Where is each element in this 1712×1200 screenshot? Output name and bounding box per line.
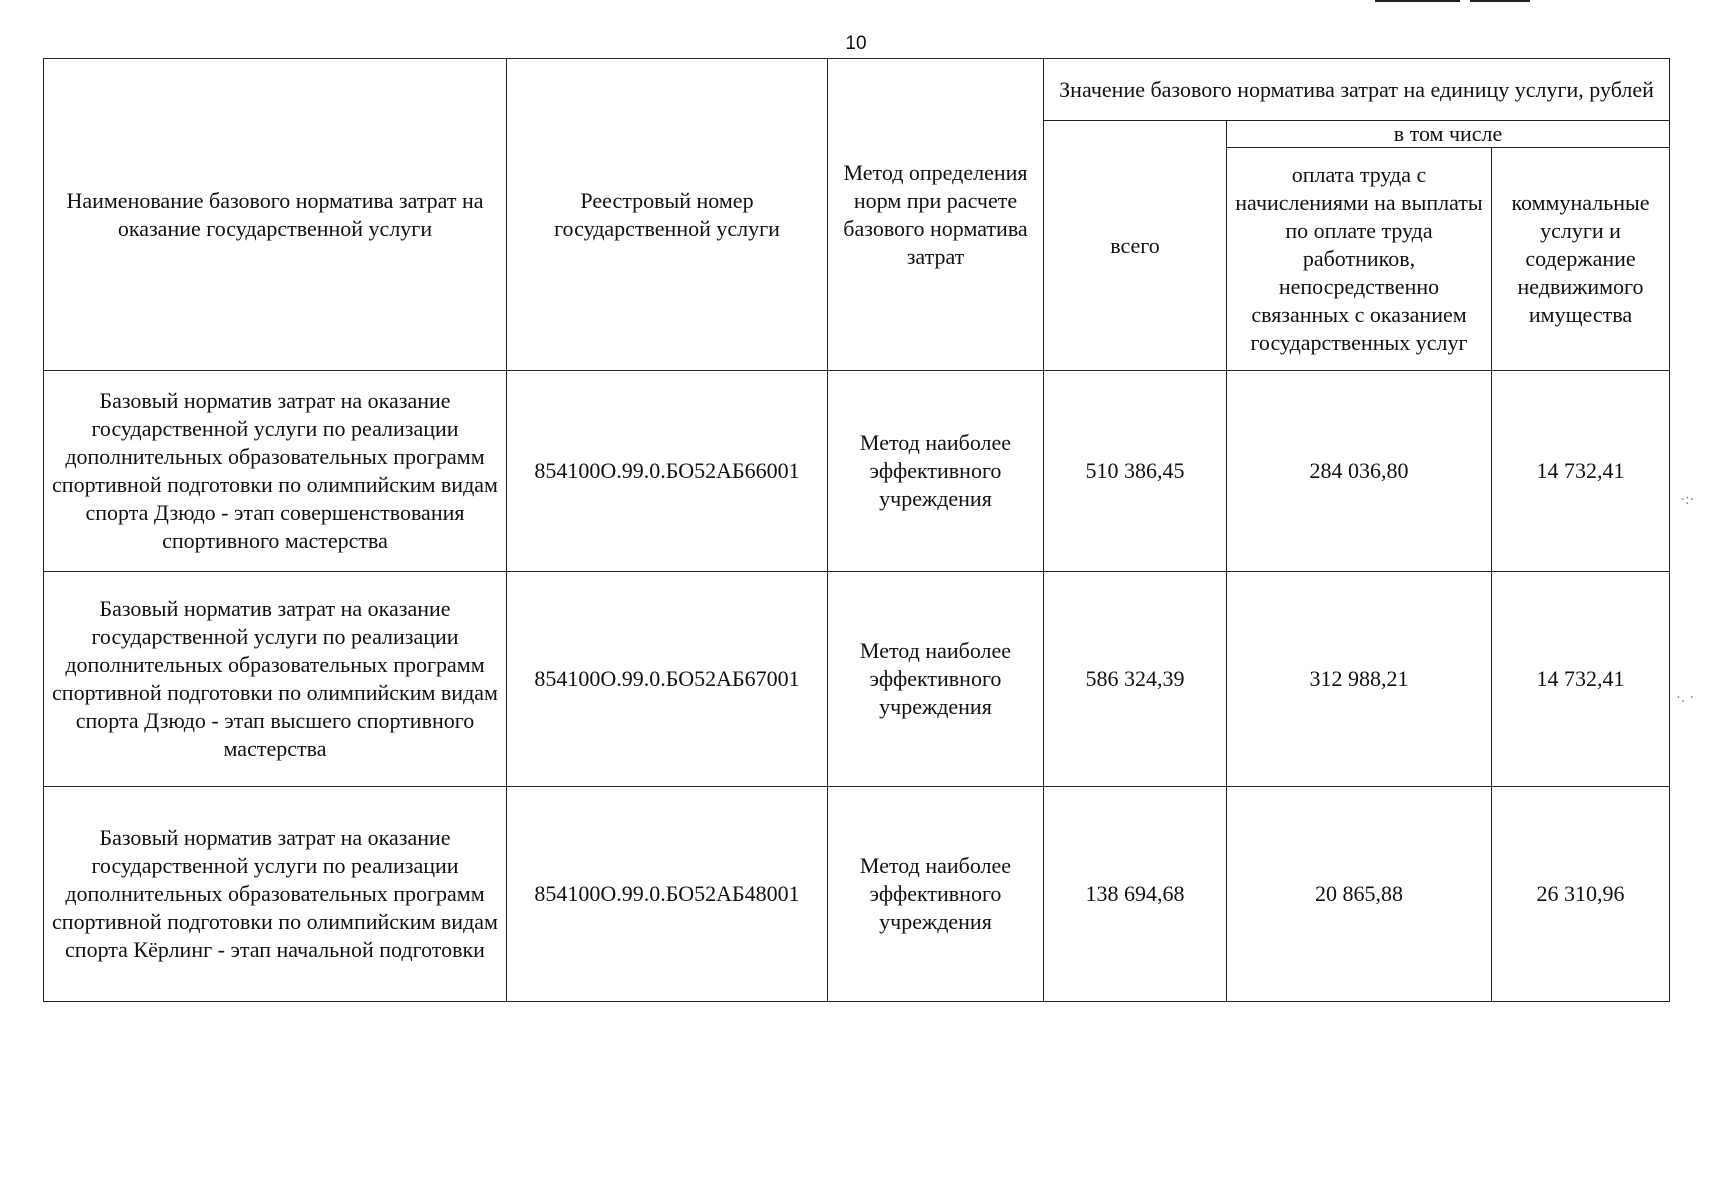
header-method: Метод определения норм при расчете базового норматива затрат	[828, 59, 1044, 371]
table-row	[44, 572, 1670, 787]
scan-top-marks	[1375, 0, 1535, 3]
cell-labor: 284 036,80	[1227, 371, 1492, 572]
header-value-group: Значение базового норматива затрат на единицу услуги, рублей	[1044, 59, 1670, 121]
cell-utilities: 14 732,41	[1492, 371, 1670, 572]
cell-method: Метод наиболее эффективного учреждения	[828, 787, 1044, 1002]
page-number: 10	[845, 33, 867, 54]
table-row	[44, 371, 1670, 572]
table-row	[44, 787, 1670, 1002]
cell-name: Базовый норматив затрат на оказание государственной услуги по реализации дополнительных образовательных программ спортивной подготовки по олимпийским видам спорта Дзюдо - этап высшего спортивного мастерства	[44, 572, 507, 787]
table-body	[44, 371, 1670, 1002]
header-total: всего	[1044, 121, 1227, 371]
cell-registry-number: 854100О.99.0.БО52АБ48001	[507, 787, 828, 1002]
cell-labor: 20 865,88	[1227, 787, 1492, 1002]
table-header	[44, 59, 1670, 371]
header-including: в том числе	[1227, 121, 1670, 148]
cost-norm-table	[43, 58, 1670, 1002]
cell-labor: 312 988,21	[1227, 572, 1492, 787]
cell-total: 586 324,39	[1044, 572, 1227, 787]
cell-registry-number: 854100О.99.0.БО52АБ66001	[507, 371, 828, 572]
cell-utilities: 26 310,96	[1492, 787, 1670, 1002]
cell-method: Метод наиболее эффективного учреждения	[828, 371, 1044, 572]
cell-total: 138 694,68	[1044, 787, 1227, 1002]
scan-artifact: ·:·	[1680, 492, 1694, 508]
cell-utilities: 14 732,41	[1492, 572, 1670, 787]
cell-method: Метод наиболее эффективного учреждения	[828, 572, 1044, 787]
cell-registry-number: 854100О.99.0.БО52АБ67001	[507, 572, 828, 787]
header-labor: оплата труда с начислениями на выплаты по оплате труда работников, непосредственно связанных с оказанием государственных услуг	[1227, 148, 1492, 371]
cell-name: Базовый норматив затрат на оказание государственной услуги по реализации дополнительных образовательных программ спортивной подготовки по олимпийским видам спорта Кёрлинг - этап начальной подготовки	[44, 787, 507, 1002]
header-registry-number: Реестровый номер государственной услуги	[507, 59, 828, 371]
header-name: Наименование базового норматива затрат на оказание государственной услуги	[44, 59, 507, 371]
header-utilities: коммунальные услуги и содержание недвижимого имущества	[1492, 148, 1670, 371]
cell-total: 510 386,45	[1044, 371, 1227, 572]
scan-artifact: ·. ·	[1676, 690, 1694, 706]
cell-name: Базовый норматив затрат на оказание государственной услуги по реализации дополнительных образовательных программ спортивной подготовки по олимпийским видам спорта Дзюдо - этап совершенствования спортивного мастерства	[44, 371, 507, 572]
